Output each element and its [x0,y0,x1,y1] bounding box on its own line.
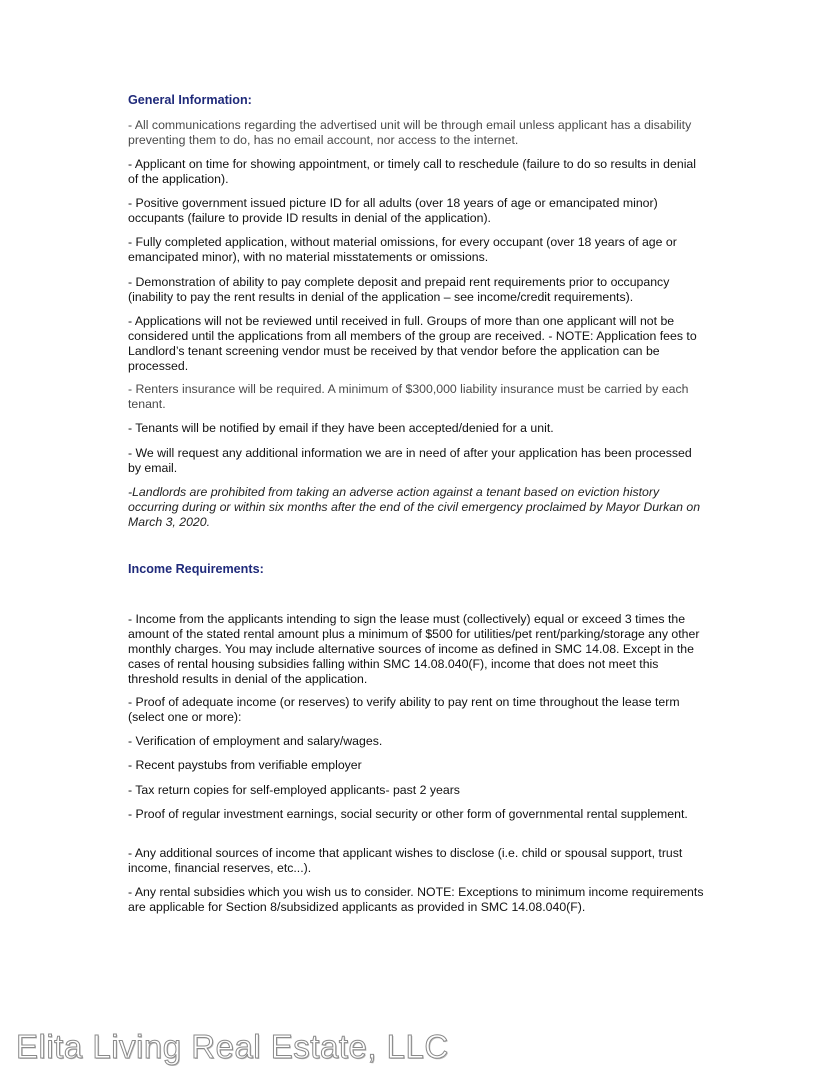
general-item: - Demonstration of ability to pay complete deposit and prepaid rent requirements prior to occupancy (inability to pay the rent results in denial of the application – see income/credit requirements). [128,275,670,304]
general-item: - Applicant on time for showing appointment, or timely call to reschedule (failure to do so results in denial of the application). [128,157,696,186]
general-item: - Positive government issued picture ID for all adults (over 18 years of age or emancipated minor) occupants (failure to provide ID results in denial of the application). [128,196,658,225]
general-item: - Tenants will be notified by email if they have been accepted/denied for a unit. [128,421,554,435]
income-item: - Any additional sources of income that applicant wishes to disclose (i.e. child or spousal support, trust income, financial reserves, etc...). [128,846,683,875]
general-item: - All communications regarding the advertised unit will be through email unless applicant has a disability preventing them to do, has no email account, nor access to the internet. [128,118,692,147]
income-requirements-heading: Income Requirements: [128,562,264,576]
general-item: - We will request any additional information we are in need of after your application has been processed by email. [128,446,692,475]
income-item: - Proof of adequate income (or reserves) to verify ability to pay rent on time throughout the lease term (select one or more): [128,695,680,724]
company-watermark: Elita Living Real Estate, LLC [16,1028,449,1065]
general-item: - Renters insurance will be required. A minimum of $300,000 liability insurance must be carried by each tenant. [128,382,689,411]
general-item: - Applications will not be reviewed until received in full. Groups of more than one applicant will not be considered until the applications from all members of the group are received. - NOTE: Application fees to Landlord’s tenant screening vendor must be received by that vendor before the application can be processed. [128,314,697,373]
eviction-notice: -Landlords are prohibited from taking an adverse action against a tenant based on eviction history occurring during or within six months after the end of the civil emergency proclaimed by Mayor Durkan on March 3, 2020. [128,485,701,529]
income-item: - Verification of employment and salary/wages. [128,734,383,748]
general-item: - Fully completed application, without material omissions, for every occupant (over 18 years of age or emancipated minor), with no material misstatements or omissions. [128,235,677,264]
income-item: - Any rental subsidies which you wish us to consider. NOTE: Exceptions to minimum income requirements are applicable for Section 8/subsidized applicants as provided in SMC 14.08.040(F). [128,885,704,914]
income-item: - Tax return copies for self-employed applicants- past 2 years [128,783,460,797]
income-item: - Proof of regular investment earnings, social security or other form of governmental rental supplement. [128,807,688,821]
income-item: - Income from the applicants intending to sign the lease must (collectively) equal or exceed 3 times the amount of the stated rental amount plus a minimum of $500 for utilities/pet rent/parking/storage any other monthly charges. You may include alternative sources of income as defined in SMC 14.08. Except in the cases of rental housing subsidies falling within SMC 14.08.040(F), income that does not meet this threshold results in denial of the application. [128,612,700,686]
income-item: - Recent paystubs from verifiable employer [128,758,362,772]
general-information-heading: General Information: [128,93,252,107]
